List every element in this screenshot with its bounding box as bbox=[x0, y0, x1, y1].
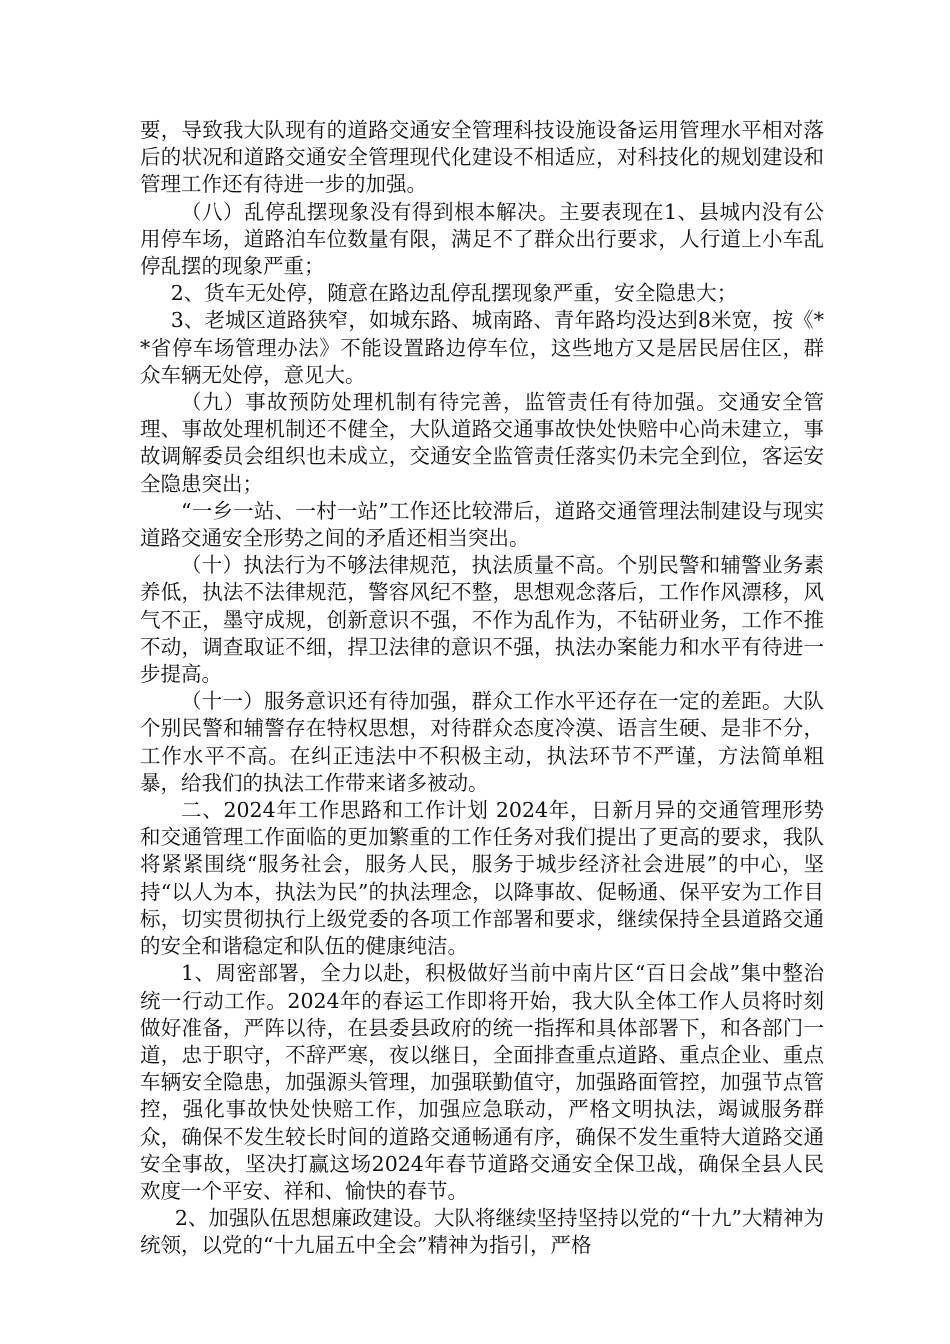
paragraph-continuation: 要，导致我大队现有的道路交通安全管理科技设施设备运用管理水平相对落后的状况和道路交通安全管理现代化建设不相适应，对科技化的规划建设和管理工作还有待进一步的加强。 bbox=[140, 118, 824, 197]
paragraph-section-8: （八）乱停乱摆现象没有得到根本解决。主要表现在1、县城内没有公用停车场，道路泊车位数量有限，满足不了群众出行要求，人行道上小车乱停乱摆的现象严重； bbox=[140, 199, 824, 279]
paragraph-part-2-heading: 二、2024年工作思路和工作计划 2024年，日新月异的交通管理形势和交通管理工作面临的更加繁重的工作任务对我们提出了更高的要求，我队将紧紧围绕“服务社会，服务人民，服务于城步经济社会进展”的中心，坚持“以人为本，执法为民”的执法理念，以降事故、促畅通、保平安为工作目标，切实贯彻执行上级党委的各项工作部署和要求，继续保持全县道路交通的安全和谐稳定和队伍的健康纯洁。 bbox=[140, 798, 824, 959]
paragraph-one-station: “一乡一站、一村一站”工作还比较滞后，道路交通管理法制建设与现实道路交通安全形势之间的矛盾还相当突出。 bbox=[140, 498, 824, 551]
paragraph-section-10: （十）执法行为不够法律规范，执法质量不高。个别民警和辅警业务素养低，执法不法律规范，警容风纪不整，思想观念落后，工作作风漂移，风气不正，墨守成规，创新意识不强，不作为乱作为，不钻研业务，工作不推不动，调查取证不细，捍卫法律的意识不强，执法办案能力和水平有待进一步提高。 bbox=[140, 553, 824, 687]
paragraph-section-11: （十一）服务意识还有待加强，群众工作水平还存在一定的差距。大队个别民警和辅警存在特权思想，对待群众态度冷漠、语言生硬、是非不分，工作水平不高。在纠正违法中不积极主动，执法环节不严谨，方法简单粗暴，给我们的执法工作带来诸多被动。 bbox=[140, 689, 824, 795]
paragraph-item-2: 2、货车无处停，随意在路边乱停乱摆现象严重，安全隐患大； bbox=[170, 281, 738, 306]
paragraph-plan-1: 1、周密部署，全力以赴，积极做好当前中南片区“百日会战”集中整治统一行动工作。2024年的春运工作即将开始，我大队全体工作人员将时刻做好准备，严阵以待，在县委县政府的统一指挥和具体部署下，和各部门一道，忠于职守，不辞严寒，夜以继日，全面排查重点道路、重点企业、重点车辆安全隐患，加强源头管理，加强联勤值守，加强路面管控，加强节点管控，强化事故快处快赔工作，加强应急联动，严格文明执法，竭诚服务群众，确保不发生较长时间的道路交通畅通有序，确保不发生重特大道路交通安全事故，坚决打赢这场2024年春节道路交通安全保卫战，确保全县人民欢度一个平安、祥和、愉快的春节。 bbox=[140, 961, 824, 1203]
document-page bbox=[140, 117, 824, 1260]
paragraph-plan-2: 2、加强队伍思想廉政建设。大队将继续坚持坚持以党的“十九”大精神为统领，以党的“十九届五中全会”精神为指引，严格 bbox=[140, 1206, 824, 1258]
paragraph-section-9: （九）事故预防处理机制有待完善，监管责任有待加强。交通安全管理、事故处理机制还不健全，大队道路交通事故快处快赔中心尚未建立，事故调解委员会组织也未成立，交通安全监管责任落实仍未完全到位，客运安全隐患突出； bbox=[140, 390, 824, 496]
paragraph-item-3: 3、老城区道路狭窄，如城东路、城南路、青年路均没达到8米宽，按《**省停车场管理办法》不能设置路边停车位，这些地方又是居民居住区，群众车辆无处停，意见大。 bbox=[140, 308, 824, 387]
